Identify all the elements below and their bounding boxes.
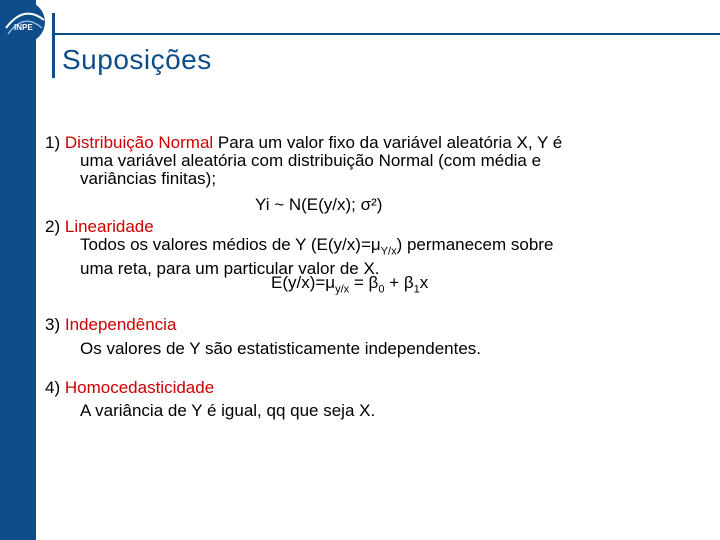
item-heading: Homocedasticidade <box>64 378 215 397</box>
title-vertical-rule <box>52 13 55 78</box>
item-heading: Distribuição Normal <box>64 133 214 152</box>
item-text-line: A variância de Y é igual, qq que seja X. <box>80 401 376 420</box>
assumptions-list <box>45 134 705 420</box>
item-heading: Linearidade <box>64 217 154 236</box>
item-text-line: variâncias finitas); <box>80 169 217 188</box>
item-heading: Independência <box>64 315 177 334</box>
assumption-independence <box>45 316 705 382</box>
item-text-line: uma variável aleatória com distribuição Normal (com média e <box>80 151 542 170</box>
item-text-line: uma reta, para um particular valor de X. <box>80 259 380 279</box>
assumption-homoscedasticity <box>45 379 705 420</box>
title-horizontal-rule <box>52 33 720 35</box>
item-text-line: Os valores de Y são estatisticamente independentes. <box>80 339 482 358</box>
linearity-formula: $E(y/x)=\mu_{y/x} = \beta_0 + \beta_1x$ <box>271 273 429 296</box>
inpe-logo <box>0 0 50 48</box>
item-number: 2) <box>45 217 61 236</box>
normal-formula: Yi ~ N(E(y/x); σ²) <box>255 195 383 214</box>
item-text-line: Todos os valores médios de Y $(E(y/x)=\mu_{Y/x})$ permanecem sobre <box>80 235 554 258</box>
svg-text:INPE: INPE <box>14 23 33 32</box>
item-number: 3) <box>45 315 61 334</box>
left-sidebar-band <box>0 0 36 540</box>
page-title: Suposições <box>62 44 212 75</box>
item-number: 4) <box>45 378 61 397</box>
item-number: 1) <box>45 133 61 152</box>
item-text-line: Para um valor fixo da variável aleatória X, Y é <box>217 133 563 152</box>
